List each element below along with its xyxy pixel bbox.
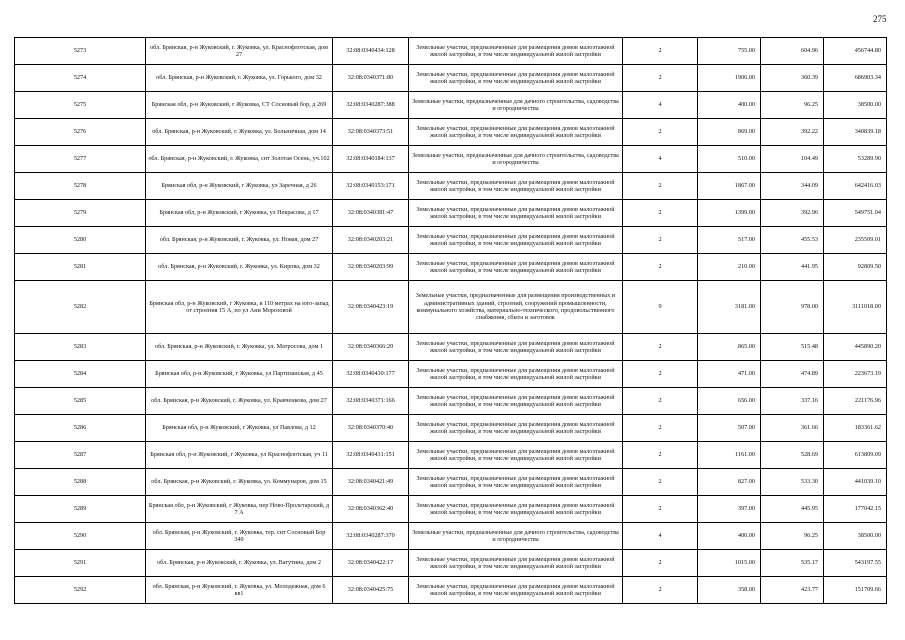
cadastral-number-cell: 32:08:0340153:171 xyxy=(333,173,409,200)
area-cell: 517.00 xyxy=(698,227,761,254)
area-cell: 755.00 xyxy=(698,38,761,65)
address-cell: Брянская обл, р-н Жуковский, г Жуковка, в 110 метрах на юго-запад от строения 15 А, по ул Ани Морозовой xyxy=(146,281,333,334)
row-number: 5286 xyxy=(15,415,146,442)
unit-value-cell: 474.89 xyxy=(761,361,824,388)
group-cell: 2 xyxy=(623,38,698,65)
row-number: 5279 xyxy=(15,200,146,227)
row-number: 5277 xyxy=(15,146,146,173)
row-number: 5275 xyxy=(15,92,146,119)
table-row xyxy=(15,496,887,523)
total-value-cell: 441039.10 xyxy=(824,469,887,496)
table-row xyxy=(15,388,887,415)
total-value-cell: 235509.01 xyxy=(824,227,887,254)
unit-value-cell: 515.48 xyxy=(761,334,824,361)
total-value-cell: 183361.62 xyxy=(824,415,887,442)
area-cell: 358.00 xyxy=(698,577,761,604)
table-row xyxy=(15,361,887,388)
total-value-cell: 38500.00 xyxy=(824,523,887,550)
land-use-cell: Земельные участки, предназначенные для размещения домов малоэтажной жилой застройки, в том числе индивидуальной жилой застройки xyxy=(409,334,623,361)
address-cell: Брянская обл, р-н Жуковский, г Жуковка, СТ Сосновый бор, д 269 xyxy=(146,92,333,119)
address-cell: Брянская обл, р-н Жуковский, г Жуковка, ул Заречная, д 26 xyxy=(146,173,333,200)
address-cell: обл. Брянская, р-н Жуковский, г. Жуковка, ул. Молодежная, дом 6 кв1 xyxy=(146,577,333,604)
row-number: 5285 xyxy=(15,388,146,415)
land-use-cell: Земельные участки, предназначенные для размещения домов малоэтажной жилой застройки, в том числе индивидуальной жилой застройки xyxy=(409,65,623,92)
cadastral-number-cell: 32:08:0340362:40 xyxy=(333,496,409,523)
total-value-cell: 3111018.00 xyxy=(824,281,887,334)
cadastral-number-cell: 32:08:0340425:75 xyxy=(333,577,409,604)
cadastral-number-cell: 32:08:0340370:40 xyxy=(333,415,409,442)
cadastral-number-cell: 32:08:0340423:19 xyxy=(333,281,409,334)
unit-value-cell: 392.22 xyxy=(761,119,824,146)
row-number: 5282 xyxy=(15,281,146,334)
land-use-cell: Земельные участки, предназначенные для размещения домов малоэтажной жилой застройки, в том числе индивидуальной жилой застройки xyxy=(409,254,623,281)
group-cell: 2 xyxy=(623,200,698,227)
group-cell: 2 xyxy=(623,442,698,469)
group-cell: 2 xyxy=(623,227,698,254)
group-cell: 2 xyxy=(623,361,698,388)
table-row xyxy=(15,442,887,469)
area-cell: 507.00 xyxy=(698,415,761,442)
cadastral-number-cell: 32:08:0340371:166 xyxy=(333,388,409,415)
address-cell: обл. Брянская, р-н Жуковский, г. Жуковка, ул. Кирова, дом 32 xyxy=(146,254,333,281)
unit-value-cell: 96.25 xyxy=(761,92,824,119)
cadastral-number-cell: 32:08:0340287:388 xyxy=(333,92,409,119)
table-row xyxy=(15,92,887,119)
cadastral-number-cell: 32:08:0340373:51 xyxy=(333,119,409,146)
table-row xyxy=(15,254,887,281)
area-cell: 400.00 xyxy=(698,92,761,119)
table-row xyxy=(15,173,887,200)
row-number: 5278 xyxy=(15,173,146,200)
group-cell: 2 xyxy=(623,254,698,281)
area-cell: 397.00 xyxy=(698,496,761,523)
total-value-cell: 38500.00 xyxy=(824,92,887,119)
address-cell: обл. Брянская, р-н Жуковский, г. Жуковка, снт Золотая Осень, уч.102 xyxy=(146,146,333,173)
area-cell: 1906.00 xyxy=(698,65,761,92)
row-number: 5288 xyxy=(15,469,146,496)
address-cell: Брянская обл, р-н Жуковский, г Жуковка, ул Краснофлотская, уч 11 xyxy=(146,442,333,469)
row-number: 5287 xyxy=(15,442,146,469)
land-use-cell: Земельные участки, предназначенные для размещения домов малоэтажной жилой застройки, в том числе индивидуальной жилой застройки xyxy=(409,173,623,200)
area-cell: 656.00 xyxy=(698,388,761,415)
group-cell: 2 xyxy=(623,496,698,523)
unit-value-cell: 441.95 xyxy=(761,254,824,281)
area-cell: 1015.00 xyxy=(698,550,761,577)
total-value-cell: 340839.18 xyxy=(824,119,887,146)
unit-value-cell: 104.49 xyxy=(761,146,824,173)
table-row xyxy=(15,469,887,496)
address-cell: Брянская обл, р-н Жуковский, г Жуковка, ул Некрасова, д 17 xyxy=(146,200,333,227)
group-cell: 4 xyxy=(623,146,698,173)
group-cell: 2 xyxy=(623,388,698,415)
group-cell: 2 xyxy=(623,334,698,361)
cadastral-number-cell: 32:08:0340381:47 xyxy=(333,200,409,227)
row-number: 5280 xyxy=(15,227,146,254)
address-cell: обл. Брянская, р-н Жуковский, г. Жуковка, ул. Горького, дом 32 xyxy=(146,65,333,92)
land-use-cell: Земельные участки, предназначенные для размещения производственных и административных зданий, строений, сооружений промышленности, коммунального хозяйства, материально-технического, продовольственного снабжения, сбыта и заготовок xyxy=(409,281,623,334)
row-number: 5273 xyxy=(15,38,146,65)
land-use-cell: Земельные участки, предназначенные для размещения домов малоэтажной жилой застройки, в том числе индивидуальной жилой застройки xyxy=(409,442,623,469)
land-use-cell: Земельные участки, предназначенные для размещения домов малоэтажной жилой застройки, в том числе индивидуальной жилой застройки xyxy=(409,496,623,523)
unit-value-cell: 535.17 xyxy=(761,550,824,577)
address-cell: обл. Брянская, р-н Жуковский, г. Жуковка, ул. Новая, дом 27 xyxy=(146,227,333,254)
land-use-cell: Земельные участки, предназначенные для размещения домов малоэтажной жилой застройки, в том числе индивидуальной жилой застройки xyxy=(409,388,623,415)
row-number: 5292 xyxy=(15,577,146,604)
land-use-cell: Земельные участки, предназначенные для размещения домов малоэтажной жилой застройки, в том числе индивидуальной жилой застройки xyxy=(409,361,623,388)
group-cell: 4 xyxy=(623,92,698,119)
table-row xyxy=(15,523,887,550)
land-use-cell: Земельные участки, предназначенные для размещения домов малоэтажной жилой застройки, в том числе индивидуальной жилой застройки xyxy=(409,227,623,254)
cadastral-number-cell: 32:08:0340371:80 xyxy=(333,65,409,92)
area-cell: 869.00 xyxy=(698,119,761,146)
cadastral-number-cell: 32:08:0340184:137 xyxy=(333,146,409,173)
unit-value-cell: 604.96 xyxy=(761,38,824,65)
unit-value-cell: 360.39 xyxy=(761,65,824,92)
area-cell: 210.00 xyxy=(698,254,761,281)
address-cell: Брянская обл, р-н Жуковский, г Жуковка, ул Павлова, д 12 xyxy=(146,415,333,442)
cadastral-number-cell: 32:08:0340203:99 xyxy=(333,254,409,281)
area-cell: 827.00 xyxy=(698,469,761,496)
group-cell: 4 xyxy=(623,523,698,550)
area-cell: 1867.00 xyxy=(698,173,761,200)
address-cell: обл. Брянская, р-н Жуковский, г. Жуковка, ул. Коммунаров, дом 15 xyxy=(146,469,333,496)
cadastral-number-cell: 32:08:0340421:49 xyxy=(333,469,409,496)
group-cell: 2 xyxy=(623,469,698,496)
cadastral-number-cell: 32:08:0340366:20 xyxy=(333,334,409,361)
address-cell: обл. Брянская, р-н Жуковский, г. Жуковка, ул. Ватутина, дом 2 xyxy=(146,550,333,577)
land-use-cell: Земельные участки, предназначенные для размещения домов малоэтажной жилой застройки, в том числе индивидуальной жилой застройки xyxy=(409,469,623,496)
table-row xyxy=(15,550,887,577)
total-value-cell: 223673.19 xyxy=(824,361,887,388)
group-cell: 2 xyxy=(623,550,698,577)
area-cell: 471.00 xyxy=(698,361,761,388)
cadastral-number-cell: 32:08:0340430:177 xyxy=(333,361,409,388)
cadastral-number-cell: 32:08:0340422:17 xyxy=(333,550,409,577)
area-cell: 865.00 xyxy=(698,334,761,361)
table-row xyxy=(15,281,887,334)
table-row xyxy=(15,415,887,442)
group-cell: 2 xyxy=(623,119,698,146)
total-value-cell: 177042.15 xyxy=(824,496,887,523)
table-row xyxy=(15,577,887,604)
address-cell: обл. Брянская, р-н Жуковский, г. Жуковка, ул. Кравченкова, дом 27 xyxy=(146,388,333,415)
land-use-cell: Земельные участки, предназначенные для дачного строительства, садоводства и огородничества xyxy=(409,92,623,119)
address-cell: обл. Брянская, р-н Жуковский, г. Жуковка, ул. Матросова, дом 1 xyxy=(146,334,333,361)
land-use-cell: Земельные участки, предназначенные для дачного строительства, садоводства и огородничества xyxy=(409,146,623,173)
land-use-cell: Земельные участки, предназначенные для размещения домов малоэтажной жилой застройки, в том числе индивидуальной жилой застройки xyxy=(409,119,623,146)
unit-value-cell: 344.09 xyxy=(761,173,824,200)
row-number: 5281 xyxy=(15,254,146,281)
cadastral-number-cell: 32:08:0340203:21 xyxy=(333,227,409,254)
area-cell: 1399.00 xyxy=(698,200,761,227)
table-row xyxy=(15,146,887,173)
area-cell: 400.00 xyxy=(698,523,761,550)
unit-value-cell: 978.00 xyxy=(761,281,824,334)
total-value-cell: 686903.34 xyxy=(824,65,887,92)
group-cell: 2 xyxy=(623,173,698,200)
table-row xyxy=(15,38,887,65)
total-value-cell: 549751.04 xyxy=(824,200,887,227)
unit-value-cell: 455.53 xyxy=(761,227,824,254)
address-cell: Брянская обл, р-н Жуковский, г Жуковка, ул Партизанская, д 45 xyxy=(146,361,333,388)
row-number: 5284 xyxy=(15,361,146,388)
area-cell: 510.00 xyxy=(698,146,761,173)
table-row xyxy=(15,65,887,92)
total-value-cell: 543197.55 xyxy=(824,550,887,577)
address-cell: обл. Брянская, р-н Жуковский, г. Жуковка, тер. снт Сосновый Бор 349 xyxy=(146,523,333,550)
total-value-cell: 151709.66 xyxy=(824,577,887,604)
unit-value-cell: 445.95 xyxy=(761,496,824,523)
land-use-cell: Земельные участки, предназначенные для размещения домов малоэтажной жилой застройки, в том числе индивидуальной жилой застройки xyxy=(409,38,623,65)
cadastral-number-cell: 32:08:0340287:370 xyxy=(333,523,409,550)
table-row xyxy=(15,119,887,146)
total-value-cell: 221176.96 xyxy=(824,388,887,415)
unit-value-cell: 361.66 xyxy=(761,415,824,442)
land-registry-table xyxy=(14,37,887,604)
page-number: 275 xyxy=(873,14,887,24)
row-number: 5289 xyxy=(15,496,146,523)
row-number: 5283 xyxy=(15,334,146,361)
group-cell: 9 xyxy=(623,281,698,334)
table-row xyxy=(15,334,887,361)
land-use-cell: Земельные участки, предназначенные для размещения домов малоэтажной жилой застройки, в том числе индивидуальной жилой застройки xyxy=(409,577,623,604)
land-use-cell: Земельные участки, предназначенные для размещения домов малоэтажной жилой застройки, в том числе индивидуальной жилой застройки xyxy=(409,415,623,442)
row-number: 5290 xyxy=(15,523,146,550)
row-number: 5276 xyxy=(15,119,146,146)
unit-value-cell: 423.77 xyxy=(761,577,824,604)
total-value-cell: 445890.20 xyxy=(824,334,887,361)
table-row xyxy=(15,227,887,254)
unit-value-cell: 528.69 xyxy=(761,442,824,469)
row-number: 5274 xyxy=(15,65,146,92)
total-value-cell: 642416.03 xyxy=(824,173,887,200)
total-value-cell: 456744.80 xyxy=(824,38,887,65)
unit-value-cell: 96.25 xyxy=(761,523,824,550)
area-cell: 3181.00 xyxy=(698,281,761,334)
group-cell: 2 xyxy=(623,415,698,442)
table-row xyxy=(15,200,887,227)
cadastral-number-cell: 32:08:0340434:128 xyxy=(333,38,409,65)
unit-value-cell: 533.30 xyxy=(761,469,824,496)
address-cell: обл. Брянская, р-н Жуковский, г. Жуковка, ул. Больничная, дом 14 xyxy=(146,119,333,146)
cadastral-number-cell: 32:08:0340431:151 xyxy=(333,442,409,469)
address-cell: обл. Брянская, р-н Жуковский, г. Жуковка, ул. Краснофлотская, дом 27 xyxy=(146,38,333,65)
unit-value-cell: 392.96 xyxy=(761,200,824,227)
address-cell: Брянская обл, р-н Жуковский, г Жуковка, пер Ново-Пролетарский, д 7 А xyxy=(146,496,333,523)
land-use-cell: Земельные участки, предназначенные для размещения домов малоэтажной жилой застройки, в том числе индивидуальной жилой застройки xyxy=(409,550,623,577)
total-value-cell: 92809.50 xyxy=(824,254,887,281)
land-use-cell: Земельные участки, предназначенные для размещения домов малоэтажной жилой застройки, в том числе индивидуальной жилой застройки xyxy=(409,200,623,227)
row-number: 5291 xyxy=(15,550,146,577)
land-use-cell: Земельные участки, предназначенные для дачного строительства, садоводства и огородничества xyxy=(409,523,623,550)
total-value-cell: 53289.90 xyxy=(824,146,887,173)
total-value-cell: 613809.09 xyxy=(824,442,887,469)
group-cell: 2 xyxy=(623,577,698,604)
area-cell: 1161.00 xyxy=(698,442,761,469)
unit-value-cell: 337.16 xyxy=(761,388,824,415)
group-cell: 2 xyxy=(623,65,698,92)
